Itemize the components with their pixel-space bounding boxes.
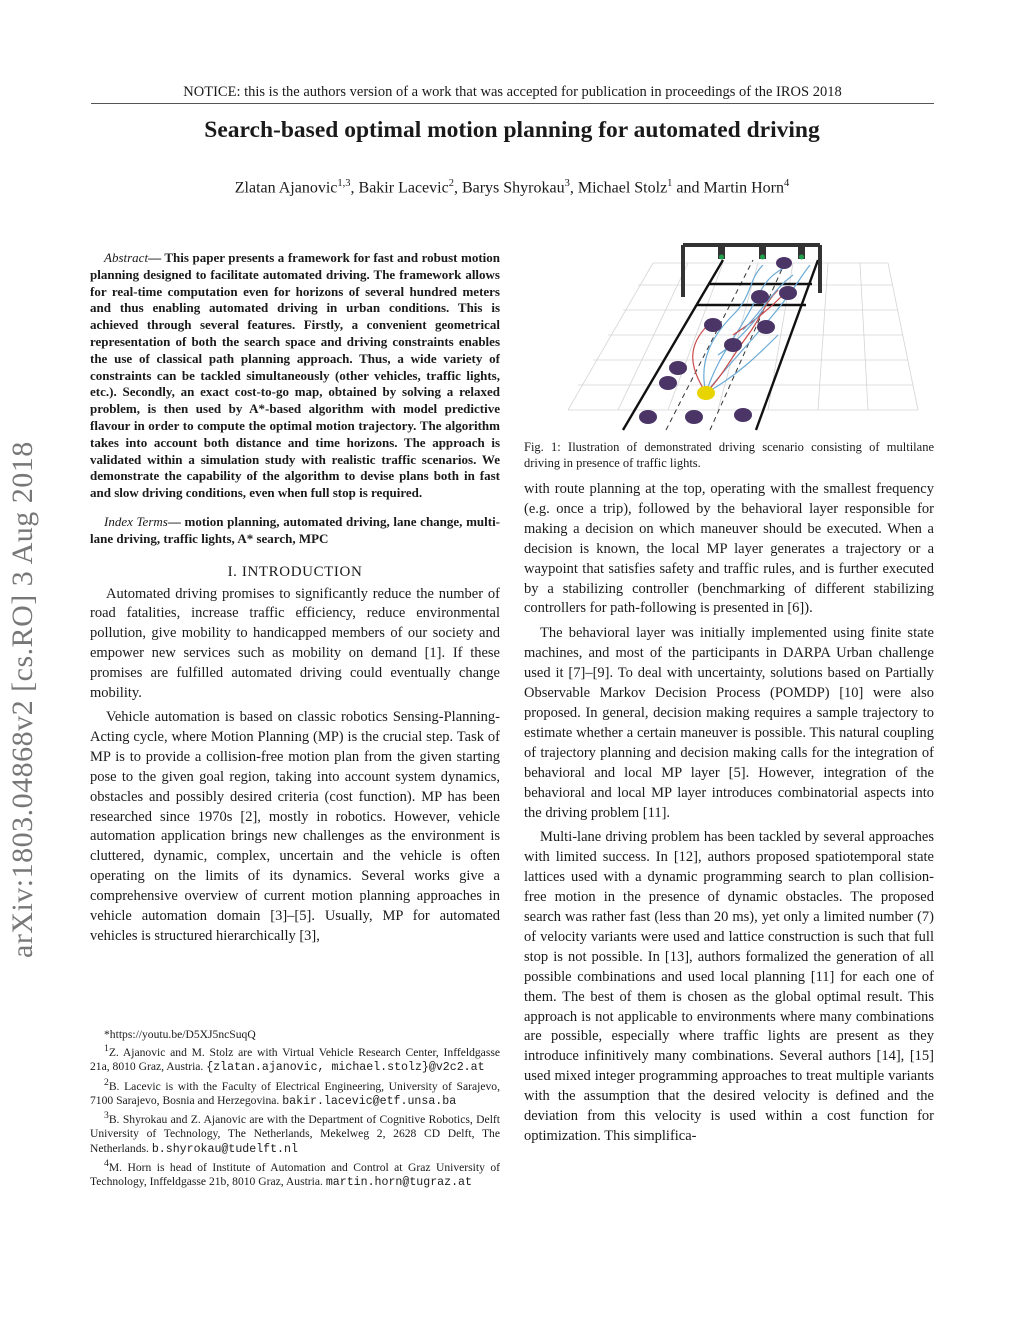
paragraph: Automated driving promises to significantly reduce the number of road fatalities, increase traffic efficiency, reduce environmental pollution, give mobility to handicapped members of our society and empower new services such as mobility on demand [1]. If these promises are fulfilled automated driving could eventually change mobility.: [90, 585, 500, 702]
author-name: Martin Horn: [703, 179, 784, 197]
paragraph: with route planning at the top, operating with the smallest frequency (e.g. once a trip), followed by the behavioral layer responsible for making a decision on which maneuver should be executed. When a decision is known, the local MP layer generates a trajectory or a waypoint that satisfies safety and traffic rules, and is further executed by a stabilizing controller (benchmarking of different stabilizing controllers for path-following is presented in [6]).: [524, 481, 934, 617]
section-heading: I. INTRODUCTION: [227, 563, 363, 580]
footnote-email: b.shyrokau@tudelft.nl: [151, 1142, 298, 1156]
footnote: [90, 1109, 500, 1157]
footnote-text: Z. Ajanovic and M. Stolz are with Virtual Vehicle Research Center, Inffeldgasse 21a, 8010 Graz, Austria.: [90, 1046, 500, 1074]
author-affiliation: 3: [564, 178, 570, 189]
figure-driving-scenario: [548, 235, 928, 435]
author-affiliation: 1,3: [337, 178, 351, 189]
author-name: Zlatan Ajanovic: [234, 179, 338, 197]
paragraph: The behavioral layer was initially implemented using finite state machines, and most of the participants in DARPA Urban challenge used it [7]–[9]. To deal with uncertainty, solutions based on Partially Observable Markov Decision Process (POMDP) [10] were also proposed. In general, decision making requires a sample trajectory to estimate whether a certain maneuver is possible. This natural coupling of trajectory planning and decision making calls for the integration of behavioral and local MP layer [5]. However, integration of the behavioral and local MP layer introduces combinatorial aspects into the driving problem [11].: [524, 625, 934, 821]
author-separator: ,: [350, 179, 359, 197]
vehicle: [659, 376, 677, 390]
paragraph: Vehicle automation is based on classic robotics Sensing-Planning-Acting cycle, where Motion Planning (MP) is the crucial step. Task of MP is to provide a collision-free motion plan from the given starting pose to the given goal region, taking into account system dynamics, obstacles and possibly desired criteria (cost function). MP has been researched since 1970s [2], mostly in robotics. However, vehicle automation application brings new challenges as the environment is cluttered, dynamic, complex, uncertain and the vehicle is often operating on the limits of its dynamics. Several works give a comprehensive overview of current motion planning approaches in vehicle automation domain [3]–[5]. Usually, MP for automated vehicles is structured hierarchically [3],: [90, 708, 500, 944]
abstract-label: Abstract: [104, 250, 149, 265]
author-separator: ,: [453, 179, 462, 197]
footnote-text: B. Shyrokau and Z. Ajanovic are with the Department of Cognitive Robotics, Delft University of Technology, The Netherlands, Mekelweg 2, 2628 CD Delft, The Netherlands.: [90, 1113, 500, 1155]
traffic-light-lamp: [760, 255, 765, 260]
right-column: [524, 480, 934, 1147]
author-list: [0, 178, 1024, 197]
arxiv-stamp: arXiv:1803.04868v2 [cs.RO] 3 Aug 2018: [6, 441, 39, 958]
author-affiliation: 1: [667, 178, 673, 189]
vehicle: [779, 286, 797, 300]
author-separator: ,: [569, 179, 578, 197]
vehicle: [669, 361, 687, 375]
footnote: [90, 1076, 500, 1109]
index-terms-label: Index Terms: [104, 513, 168, 529]
vehicle: [639, 410, 657, 424]
traffic-light-lamp: [799, 255, 804, 260]
footnotes: [90, 1028, 500, 1190]
author-separator: and: [672, 179, 704, 197]
vehicle: [757, 320, 775, 334]
footnote-mark: 4: [104, 1157, 109, 1169]
author-affiliation: 4: [783, 178, 790, 189]
footnote-text: B. Lacevic is with the Faculty of Electrical Engineering, University of Sarajevo, 7100 Sarajevo, Bosnia and Herzegovina.: [90, 1079, 500, 1107]
footnote-mark: 2: [104, 1076, 109, 1088]
index-terms-text: motion planning, automated driving, lane change, multi-lane driving, traffic lights, A* search, MPC: [90, 513, 501, 546]
footnote: [90, 1157, 500, 1190]
ego-vehicle: [697, 386, 715, 400]
vehicle: [734, 408, 752, 422]
vehicle: [685, 410, 703, 424]
index-terms: Index Terms— motion planning, automated driving, lane change, multi-lane driving, traffic lights, A* search, MPC: [90, 513, 501, 546]
author-name: Barys Shyrokau: [461, 179, 565, 197]
traffic-light-lamp: [719, 255, 724, 260]
abstract-text: This paper presents a framework for fast and robust motion planning designed to facilitate automated driving. The framework allows for real-time computation even for horizons of several hundred meters and thus enabling automated driving in urban conditions. This is achieved through several features. Firstly, a convenient geometrical representation of both the search space and driving constraints enables the use of classical path planning approach. Thus, a wide variety of constraints can be tackled simultaneously (other vehicles, traffic lights, etc.). Secondly, an exact cost-to-go map, obtained by solving a relaxed problem, is then used by A*-based algorithm with model predictive flavour in order to compute the optimal motion trajectory. The algorithm takes into account both distance and time horizons. The approach is validated within a simulation study with realistic traffic scenarios. We demonstrate the capability of the algorithm to devise plans both in fast and slow driving conditions, even when full stop is required.: [90, 250, 501, 501]
vehicle: [724, 338, 742, 352]
vehicle: [776, 257, 792, 269]
vehicle: [704, 318, 722, 332]
footnote-mark: 1: [104, 1043, 109, 1055]
paper-title: Search-based optimal motion planning for automated driving: [204, 117, 820, 143]
paragraph: Multi-lane driving problem has been tackled by several approaches with limited success. In [12], authors proposed spatiotemporal state lattices used with a dynamic programming search to plan collision-free motion in the presence of dynamic obstacles. The proposed search was rather fast (less than 20 ms), yet only a limited number (7) of velocity variants were used and lattice construction is such that full stop is not possible. In [13], authors formalized the generation of all possible combinations and used local planning [11] for each one of them. The best of them is chosen as the global optimal result. This approach is not applicable to environments where many combinations are possible, especially where traffic lights are present as they introduce infinitively many combinations. Several authors [14], [15] used mixed integer programming approaches to treat multiple variants with the assumption that the desired velocity is defined and the deviation from this velocity is used within a cost function for optimization. This simplifica-: [524, 829, 934, 1144]
footnote-text: M. Horn is head of Institute of Automation and Control at Graz University of Technology, Inffeldgasse 21b, 8010 Graz, Austria.: [90, 1160, 500, 1189]
publication-notice: NOTICE: this is the authors version of a work that was accepted for publication in proceedings of the IROS 2018: [91, 84, 934, 104]
footnote: [90, 1042, 500, 1075]
vehicle: [751, 290, 769, 304]
author-name: Michael Stolz: [577, 179, 668, 197]
abstract: Abstract— This paper presents a framework for fast and robust motion planning designed to facilitate automated driving. The framework allows for real-time computation even for horizons of several hundred meters and thus enabling automated driving in urban conditions. This is achieved through several features. Firstly, a convenient geometrical representation of both the search space and driving constraints enables the use of classical path planning approach. Thus, a wide variety of constraints can be tackled simultaneously (other vehicles, traffic lights, etc.). Secondly, an exact cost-to-go map, obtained by solving a relaxed problem, is then used by A*-based algorithm with model predictive flavour in order to compute the optimal motion trajectory. The algorithm takes into account both distance and time horizons. The approach is validated within a simulation study with realistic traffic scenarios. We demonstrate the capability of the algorithm to devise plans both in fast and slow driving conditions, even when full stop is required.: [90, 250, 501, 501]
footnote-email: bakir.lacevic@etf.unsa.ba: [282, 1094, 457, 1108]
road-lines: [623, 260, 818, 430]
figure-caption: Fig. 1: Ilustration of demonstrated driving scenario consisting of multilane driving in presence of traffic lights.: [524, 440, 934, 470]
author-name: Bakir Lacevic: [358, 179, 449, 197]
footnote-email: {zlatan.ajanovic, michael.stolz}@v2c2.at: [206, 1061, 485, 1075]
footnote-email: martin.horn@tugraz.at: [325, 1176, 472, 1190]
footnote-mark: 3: [104, 1110, 109, 1122]
author-affiliation: 2: [448, 178, 454, 189]
footnote-video-link: *https://youtu.be/D5XJ5ncSuqQ: [104, 1028, 256, 1041]
left-column: [90, 250, 500, 947]
traffic-lights: [718, 245, 805, 260]
